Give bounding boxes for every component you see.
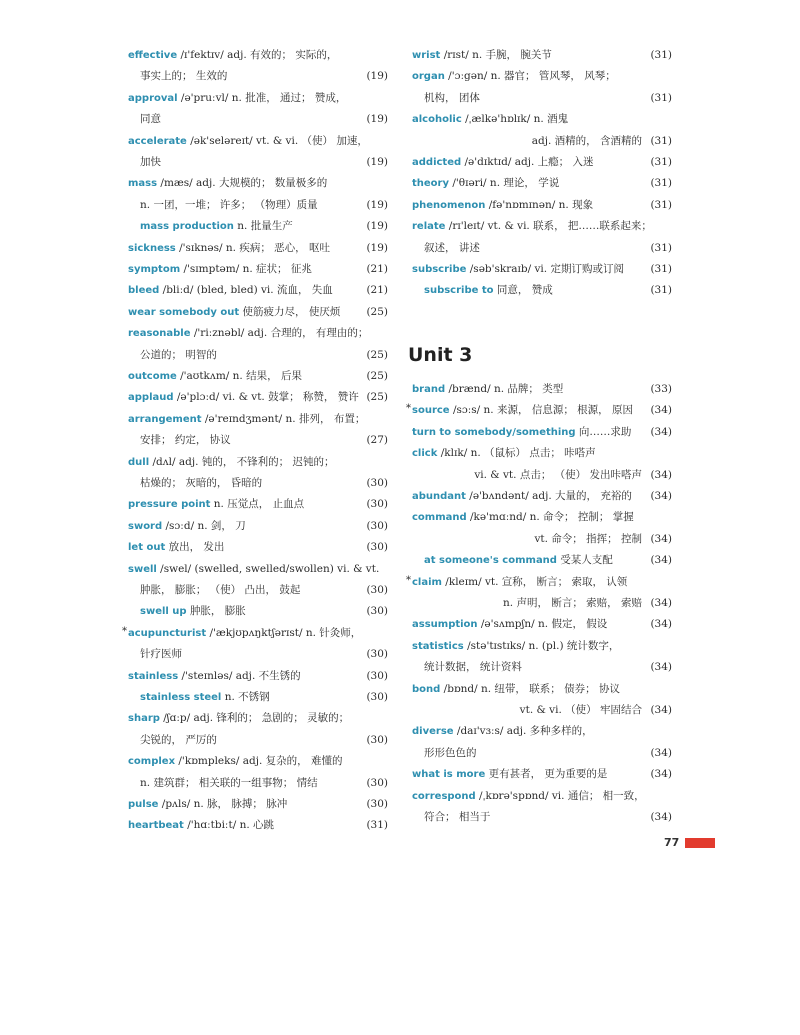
page-reference: (34): [650, 554, 672, 567]
definition: 肿胀， 膨胀: [189, 605, 246, 618]
definition: /kə'mɑːnd/ n. 命令； 控制； 掌握: [470, 511, 634, 524]
definition: /mæs/ adj. 大规模的； 数量极多的: [160, 177, 328, 190]
headword: effective: [128, 50, 178, 61]
unit-heading: Unit 3: [408, 344, 473, 366]
vocab-entry-continuation: [128, 645, 388, 663]
vocab-entry: [128, 324, 388, 342]
vocab-entry: [412, 281, 672, 299]
vocab-entry: [128, 367, 388, 385]
vocab-entry: [128, 174, 388, 192]
vocab-entry: [412, 260, 672, 278]
definition: adj. 酒精的， 含酒精的: [531, 134, 642, 147]
vocab-entry: [412, 46, 672, 64]
page-reference: (34): [650, 425, 672, 438]
page-reference: (31): [650, 134, 672, 147]
definition: 向……求助: [578, 425, 632, 438]
page-reference: (31): [650, 198, 672, 211]
headword: acupuncturist: [128, 627, 207, 639]
definition: /'steɪnləs/ adj. 不生锈的: [181, 669, 301, 682]
vocab-entry-continuation: [128, 581, 388, 599]
headword: organ: [412, 71, 445, 83]
vocab-entry-continuation: [128, 110, 388, 128]
page-reference: (34): [650, 468, 672, 481]
headword: bleed: [128, 285, 160, 297]
vocab-entry-continuation: [128, 196, 388, 214]
definition: /rɪst/ n. 手腕， 腕关节: [443, 49, 552, 61]
vocab-entry: [412, 174, 672, 192]
definition: /'ækjʊpʌŋktʃərɪst/ n. 针灸师，: [209, 626, 362, 639]
definition: 安排； 约定， 协议: [140, 434, 231, 447]
definition: /bliːd/ (bled, bled) vi. 流血， 失血: [162, 284, 333, 297]
page-reference: (21): [366, 284, 388, 297]
vocab-entry: [412, 722, 672, 740]
headword: swell up: [140, 606, 187, 618]
page-reference: (25): [366, 348, 388, 361]
definition: /ə'reɪndʒmənt/ n. 排列， 布置；: [204, 412, 366, 425]
vocab-entry: [128, 688, 388, 706]
headword: click: [412, 448, 438, 460]
vocab-entry: [128, 495, 388, 513]
definition: /ˌælkə'hɒlɪk/ n. 酒鬼: [465, 113, 569, 126]
definition: /ə'dɪktɪd/ adj. 上瘾； 入迷: [464, 156, 594, 168]
definition: 针疗医师: [140, 648, 182, 661]
page-reference: (34): [650, 490, 672, 502]
page-reference: (19): [366, 220, 388, 233]
vocab-entry: [128, 239, 388, 257]
definition: 符合； 相当于: [424, 811, 491, 823]
vocab-entry: [412, 787, 672, 805]
headword: what is more: [412, 769, 486, 781]
definition: /brænd/ n. 品牌； 类型: [448, 383, 564, 395]
headword: pressure point: [128, 499, 211, 511]
headword: complex: [128, 756, 176, 768]
page-reference: (25): [366, 305, 388, 318]
definition: 形形色色的: [424, 746, 477, 759]
page-reference: (34): [650, 811, 672, 823]
page-reference: (21): [366, 263, 388, 275]
headword: pulse: [128, 799, 159, 810]
headword: mass production: [140, 221, 234, 233]
page-reference: (34): [650, 597, 672, 609]
definition: /pʌls/ n. 脉， 脉搏； 脉冲: [161, 798, 288, 810]
vocab-entry: [128, 260, 388, 278]
vocab-entry: [128, 217, 388, 235]
vocab-entry: [412, 196, 672, 214]
headword: claim: [412, 576, 442, 588]
vocab-entry-continuation: [412, 701, 672, 719]
page-reference: (34): [650, 768, 672, 781]
definition: 公道的； 明智的: [140, 348, 217, 361]
definition: vi. & vt. 点击； （使） 发出咔嗒声: [474, 468, 642, 481]
headword: approval: [128, 92, 178, 104]
headword: brand: [412, 384, 446, 395]
headword: heartbeat: [128, 820, 184, 832]
definition: 更有甚者， 更为重要的是: [488, 768, 608, 781]
vocab-entry: [412, 508, 672, 526]
vocab-entry: [406, 573, 672, 591]
definition: /klɪk/ n. （鼠标） 点击； 咔嗒声: [440, 447, 596, 460]
vocab-entry-continuation: [412, 594, 672, 612]
definition: /'sɪknəs/ n. 疾病； 恶心， 呕吐: [179, 241, 330, 254]
page-reference: (31): [650, 156, 672, 168]
vocab-entry: [128, 752, 388, 770]
page-reference: (31): [366, 819, 388, 832]
headword: assumption: [412, 619, 478, 631]
definition: /swel/ (swelled, swelled/swollen) vi. & vt.: [160, 562, 380, 575]
page-accent-bar: [685, 838, 715, 848]
definition: n. 不锈钢: [224, 691, 270, 703]
page-reference: (30): [366, 798, 388, 810]
page-reference: (30): [366, 691, 388, 703]
page-reference: (34): [650, 704, 672, 716]
headword: command: [412, 512, 467, 524]
headword: correspond: [412, 790, 476, 802]
headword: reasonable: [128, 328, 191, 340]
headword: wrist: [412, 50, 441, 61]
definition: /ˌkɒrə'spɒnd/ vi. 通信； 相一致，: [479, 789, 645, 802]
vocab-entry: [128, 89, 388, 107]
vocab-entry: [412, 551, 672, 569]
vocab-entry-continuation: [412, 530, 672, 548]
definition: /'sɪmptəm/ n. 症状； 征兆: [183, 263, 312, 275]
definition: /'θɪəri/ n. 理论， 学说: [452, 177, 560, 190]
vocab-entry: [412, 637, 672, 655]
page-reference: (27): [366, 434, 388, 447]
definition: /'ɔːgən/ n. 器官； 管风琴， 风琴；: [448, 70, 616, 83]
definition: /'riːznəbl/ adj. 合理的， 有理由的；: [193, 327, 369, 340]
page-reference: (19): [366, 70, 388, 83]
definition: /'hɑːtbiːt/ n. 心跳: [187, 819, 275, 832]
vocab-entry: [412, 110, 672, 128]
vocab-entry: [128, 46, 388, 64]
headword: dull: [128, 456, 150, 468]
vocab-entry: [128, 816, 388, 834]
definition: 叙述， 讲述: [424, 241, 480, 254]
definition: /ə'bʌndənt/ adj. 大量的， 充裕的: [469, 490, 632, 502]
page-reference: (30): [366, 605, 388, 618]
definition: 统计数据， 统计资料: [424, 661, 522, 674]
vocab-entry: [128, 453, 388, 471]
headword: subscribe: [412, 264, 467, 275]
definition: 受某人支配: [560, 554, 613, 567]
vocab-entry: [128, 410, 388, 428]
definition: /dʌl/ adj. 钝的， 不锋利的； 迟钝的；: [152, 455, 335, 468]
page-reference: (30): [366, 498, 388, 511]
page-reference: (31): [650, 284, 672, 297]
page-reference: (30): [366, 584, 388, 596]
definition: vt. 命令； 指挥； 控制: [534, 532, 642, 545]
vocab-entry: [412, 765, 672, 783]
headword: phenomenon: [412, 199, 486, 211]
headword: statistics: [412, 640, 464, 652]
page-reference: (25): [366, 370, 388, 382]
vocab-entry: [412, 444, 672, 462]
vocab-entry-continuation: [128, 346, 388, 364]
vocab-entry: [128, 517, 388, 535]
page-reference: (25): [366, 391, 388, 404]
page-reference: (34): [650, 661, 672, 674]
vocab-entry: [128, 560, 388, 578]
definition: 同意: [140, 113, 161, 126]
headword: accelerate: [128, 135, 187, 147]
definition: /stə'tɪstɪks/ n. (pl.) 统计数字，: [467, 639, 620, 652]
definition: /'kɒmpleks/ adj. 复杂的， 难懂的: [178, 755, 343, 768]
headword: turn to somebody/something: [412, 426, 576, 438]
page-reference: (30): [366, 519, 388, 532]
star-marker: *: [406, 574, 411, 586]
vocab-entry-continuation: [412, 658, 672, 676]
page-reference: (34): [650, 404, 672, 417]
page-reference: (30): [366, 776, 388, 789]
definition: 同意， 赞成: [496, 284, 553, 297]
definition: /sɔːd/ n. 剑， 刀: [165, 519, 246, 532]
vocab-entry: [406, 401, 672, 419]
vocab-entry-continuation: [412, 239, 672, 257]
page-reference: (19): [366, 156, 388, 168]
definition: n. 一团，一堆； 许多； （物理）质量: [140, 198, 318, 211]
vocab-entry: [128, 538, 388, 556]
headword: sword: [128, 520, 163, 532]
page-reference: (31): [650, 241, 672, 254]
vocab-entry-continuation: [128, 731, 388, 749]
star-marker: *: [122, 625, 127, 637]
definition: 尖锐的， 严厉的: [140, 733, 217, 746]
definition: 枯燥的； 灰暗的， 昏暗的: [140, 477, 263, 489]
definition: n. 压觉点， 止血点: [213, 498, 305, 511]
vocab-entry: [128, 132, 388, 150]
headword: alcoholic: [412, 114, 462, 126]
headword: arrangement: [128, 413, 202, 425]
headword: relate: [412, 221, 446, 233]
headword: diverse: [412, 726, 454, 738]
vocab-entry-continuation: [128, 67, 388, 85]
vocab-entry: [128, 709, 388, 727]
star-marker: *: [406, 403, 411, 415]
vocab-entry: [412, 423, 672, 441]
headword: subscribe to: [424, 285, 494, 297]
definition: 事实上的； 生效的: [140, 70, 228, 83]
page-reference: (30): [366, 477, 388, 489]
vocab-entry: [128, 303, 388, 321]
definition: /'aʊtkʌm/ n. 结果， 后果: [180, 370, 302, 382]
page-reference: (34): [650, 618, 672, 631]
vocab-entry: [128, 602, 388, 620]
page-reference: (31): [650, 177, 672, 190]
definition: /səb'skraɪb/ vi. 定期订购或订阅: [469, 263, 624, 275]
headword: let out: [128, 542, 166, 554]
headword: at someone's command: [424, 555, 557, 567]
vocab-entry-continuation: [128, 774, 388, 792]
page-reference: (34): [650, 746, 672, 759]
vocab-entry: [128, 667, 388, 685]
vocab-entry-continuation: [412, 89, 672, 107]
vocab-entry: [412, 680, 672, 698]
page-reference: (31): [650, 263, 672, 275]
page-reference: (31): [650, 91, 672, 104]
page-reference: (19): [366, 198, 388, 211]
definition: /ʃɑːp/ adj. 锋利的； 急剧的； 灵敏的；: [163, 712, 350, 725]
vocab-entry: [128, 281, 388, 299]
page-reference: (30): [366, 541, 388, 554]
headword: addicted: [412, 157, 462, 168]
definition: /bɒnd/ n. 纽带， 联系； 债券； 协议: [443, 682, 620, 695]
page-reference: (19): [366, 241, 388, 254]
definition: /sɔːs/ n. 来源， 信息源； 根源， 原因: [452, 404, 633, 417]
headword: theory: [412, 178, 450, 190]
definition: /ək'seləreɪt/ vt. & vi. （使） 加速，: [190, 134, 368, 147]
headword: outcome: [128, 371, 177, 382]
page-reference: (19): [366, 113, 388, 126]
vocab-entry-continuation: [412, 466, 672, 484]
vocab-entry: [128, 388, 388, 406]
definition: 机构， 团体: [424, 91, 480, 104]
definition: 肿胀， 膨胀； （使） 凸出， 鼓起: [140, 584, 301, 596]
vocab-entry-continuation: [128, 153, 388, 171]
definition: n. 建筑群； 相关联的一组事物； 情结: [140, 776, 318, 789]
page-reference: (31): [650, 49, 672, 61]
vocab-entry: [412, 380, 672, 398]
headword: stainless steel: [140, 692, 222, 703]
headword: wear somebody out: [128, 306, 240, 318]
page-reference: (33): [650, 383, 672, 395]
headword: abundant: [412, 491, 466, 502]
page-reference: (30): [366, 669, 388, 682]
headword: sickness: [128, 242, 176, 254]
definition: n. 批量生产: [237, 220, 293, 233]
headword: source: [412, 405, 450, 417]
definition: /daɪ'vɜːs/ adj. 多种多样的，: [456, 725, 593, 738]
headword: mass: [128, 178, 158, 190]
definition: /ɪ'fektɪv/ adj. 有效的； 实际的，: [180, 49, 338, 61]
definition: /ə'plɔːd/ vi. & vt. 鼓掌； 称赞， 赞许: [176, 391, 359, 404]
definition: n. 声明， 断言； 索赔， 索赔: [503, 597, 642, 609]
definition: 放出， 发出: [168, 541, 225, 554]
headword: swell: [128, 563, 157, 575]
vocab-entry-continuation: [412, 808, 672, 826]
vocab-entry: [412, 615, 672, 633]
headword: symptom: [128, 264, 181, 275]
definition: /kleɪm/ vt. 宣称， 断言； 索取， 认领: [445, 575, 628, 588]
definition: /fə'nɒmɪnən/ n. 现象: [488, 198, 594, 211]
page-reference: (30): [366, 648, 388, 661]
vocab-entry: [128, 795, 388, 813]
vocab-entry: [412, 487, 672, 505]
vocab-entry: [412, 67, 672, 85]
vocab-entry: [412, 153, 672, 171]
vocab-entry-continuation: [128, 474, 388, 492]
vocab-entry-continuation: [412, 132, 672, 150]
definition: /ə'pruːvl/ n. 批准， 通过； 赞成，: [180, 91, 347, 104]
headword: applaud: [128, 392, 174, 404]
definition: 使筋疲力尽， 使厌烦: [242, 305, 341, 318]
page-number: 77: [664, 836, 680, 849]
page-reference: (30): [366, 733, 388, 746]
headword: bond: [412, 683, 441, 695]
vocab-entry: [412, 217, 672, 235]
definition: /rɪ'leɪt/ vt. & vi. 联系， 把……联系起来；: [448, 220, 652, 233]
definition: /ə'sʌmpʃn/ n. 假定， 假设: [480, 618, 608, 631]
headword: sharp: [128, 713, 160, 725]
definition: vt. & vi. （使） 牢固结合: [519, 704, 642, 716]
vocab-entry-continuation: [412, 744, 672, 762]
page-reference: (34): [650, 532, 672, 545]
vocab-entry: [122, 624, 388, 642]
headword: stainless: [128, 670, 179, 682]
definition: 加快: [140, 156, 161, 168]
vocab-entry-continuation: [128, 431, 388, 449]
